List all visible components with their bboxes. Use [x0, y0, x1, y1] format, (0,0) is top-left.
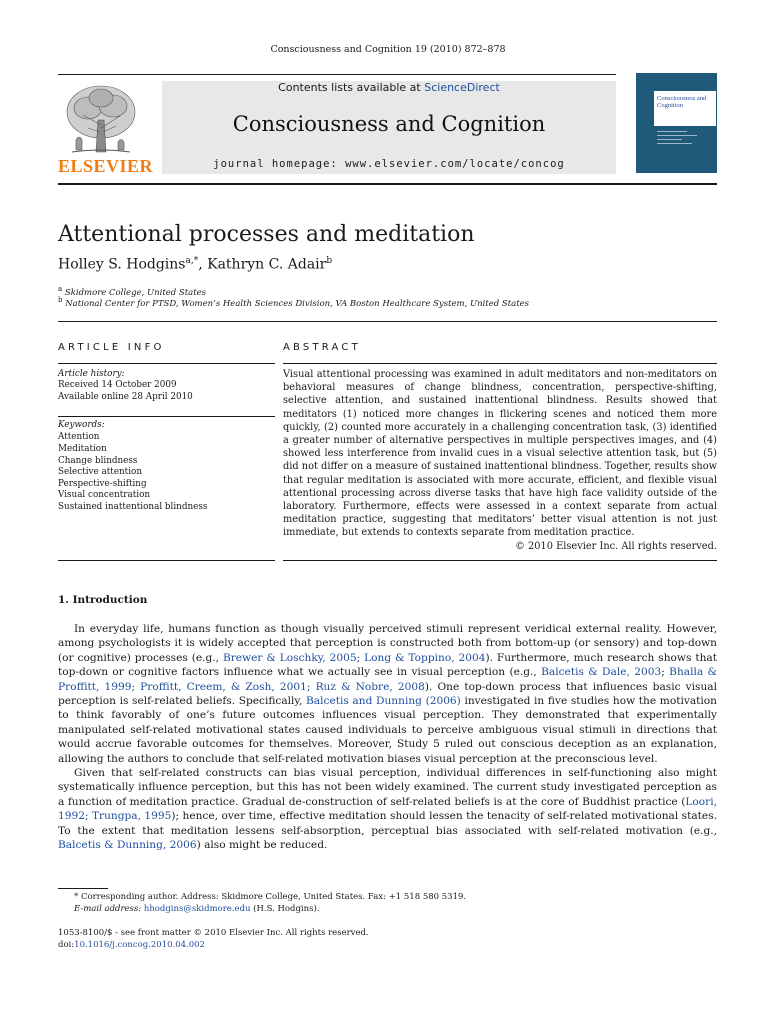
keyword-item: Change blindness	[58, 456, 138, 466]
section-heading-introduction: 1. Introduction	[58, 594, 148, 606]
citation-link[interactable]: Brewer & Loschky, 2005; Long & Toppino, 2004	[222, 651, 486, 664]
paragraph-text: ). One top-down process that influences basic visual perception is self-related beliefs. Specifically,	[58, 680, 717, 708]
affiliation	[58, 296, 529, 309]
journal-cover-image	[636, 73, 717, 173]
abstract-copyright: © 2010 Elsevier Inc. All rights reserved.	[515, 541, 717, 552]
author-name: Holley S. Hodgins	[58, 256, 186, 273]
received-date: Received 14 October 2009	[58, 380, 177, 390]
paragraph-text: ); hence, over time, effective meditation should lessen the tenacity of self-related motivational states. To the extent that meditation lessens self-absorption, perceptual bias associated with self-related motivation (e.g.,	[58, 810, 717, 837]
affiliation-text: Skidmore College, United States	[64, 287, 207, 298]
contents-prefix: Contents lists available at	[278, 81, 425, 94]
cover-text-line	[657, 143, 692, 144]
email-link[interactable]: hhodgins@skidmore.edu	[143, 904, 251, 914]
abstract-heading: ABSTRACT	[283, 342, 361, 353]
cover-text-line	[657, 139, 682, 140]
affiliation-mark: a	[58, 285, 63, 293]
issn-line: 1053-8100/$ - see front matter © 2010 Elsevier Inc. All rights reserved.	[58, 928, 369, 938]
masthead-box	[162, 81, 616, 174]
elsevier-wordmark: ELSEVIER	[58, 156, 154, 176]
front-matter-rule	[58, 321, 717, 322]
article-info-heading: ARTICLE INFO	[58, 342, 165, 353]
keyword-item: Perspective-shifting	[58, 479, 147, 489]
author-marks: b	[326, 256, 333, 266]
masthead-top-rule	[58, 74, 616, 75]
paragraph-text: Given that self-related constructs can bias visual perception, individual differences in self-functioning also might systematically influence perception, but this has not been widely examined. The current study investigated perception as a function of meditation practice. Gradual de-construction of self-related beliefs is at the core of Buddhist practice (	[58, 767, 717, 808]
keyword-item: Attention	[58, 432, 100, 442]
author-marks: a,*	[185, 256, 199, 266]
doi-link[interactable]: 10.1016/j.concog.2010.04.002	[74, 940, 205, 950]
cover-text-line	[657, 131, 687, 132]
paragraph-text: ) also might be reduced.	[196, 839, 328, 852]
corresponding-author-note	[58, 891, 466, 903]
running-head: Consciousness and Cognition 19 (2010) 872–878	[270, 44, 506, 55]
abstract-bottom-rule	[283, 560, 717, 561]
citation-link[interactable]: Balcetis & Dunning, 2006	[58, 839, 197, 852]
article-history-label: Article history:	[58, 369, 125, 379]
journal-name: Consciousness and Cognition	[232, 112, 546, 136]
masthead-bottom-rule	[58, 183, 717, 185]
intro-paragraph-2	[58, 766, 717, 852]
citation-link[interactable]: Bhalla & Proffitt, 1999; Proffitt, Creem, & Zosh, 2001; Ruz & Nobre, 2008	[58, 666, 717, 693]
journal-homepage[interactable]: journal homepage: www.elsevier.com/locate/concog	[213, 158, 565, 170]
article-info-bottom-rule	[58, 560, 275, 561]
article-info-divider	[58, 416, 275, 417]
sciencedirect-link[interactable]: ScienceDirect	[424, 81, 500, 94]
affiliation-text: National Center for PTSD, Women’s Health Sciences Division, VA Boston Healthcare System, United States	[65, 298, 530, 309]
paragraph-text: In everyday life, humans function as though visually perceived stimuli represent veridical external reality. However, among psychologists it is widely accepted that perception is constructed both from bottom-up (or sensory) and top-down (or cognitive) processes (e.g.,	[58, 623, 717, 664]
doi-line	[58, 939, 205, 951]
citation-link[interactable]: Balcetis and Dunning (2006)	[306, 695, 461, 708]
author-separator: ,	[198, 256, 208, 273]
keywords-label: Keywords:	[58, 420, 105, 430]
cover-text-line	[657, 135, 697, 136]
available-date: Available online 28 April 2010	[58, 392, 193, 402]
footnote-asterisk: *	[74, 892, 79, 902]
corresponding-author-text: Corresponding author. Address: Skidmore College, United States. Fax: +1 518 580 5319.	[80, 892, 467, 902]
citation-link[interactable]: Balcetis & Dale, 2003	[541, 666, 662, 679]
abstract-text: Visual attentional processing was examined in adult meditators and non-meditators on behavioral measures of change blindness, concentration, perspective-shifting, selective attention, and sustained inattentional blindness. Results showed that meditators (1) noticed more changes in flickering scenes and noticed them more quickly, (2) counted more accurately in a challenging concentration task, (3) identified a greater number of alternative perspectives in multiple perspectives images, and (4) showed less interference from invalid cues in a visual selective attention task, but (5) did not differ on a measure of sustained inattentional blindness. Together, results show that regular meditation is associated with more accurate, efficient, and flexible visual attentional processing across diverse tasks that have high face validity outside of the laboratory. Furthermore, effects were assessed in a context separate from actual meditation practice, suggesting that meditators’ better visual attention is not just immediate, but extends to contexts separate from meditation practice.	[283, 369, 717, 539]
email-suffix: (H.S. Hodgins).	[250, 904, 320, 914]
footnote-rule	[58, 888, 108, 889]
doi-label: doi:	[58, 940, 75, 950]
paragraph-text: investigated in five studies how the motivation to think favorably of one’s future outcomes influences visual perception. They demonstrated that experimentally manipulated self-related motivational states caused individuals to perceive ambiguous visual stimuli in directions that would accrue favorable outcomes for themselves. Moreover, Study 5 ruled out conscious deception as an explanation, allowing the authors to conclude that self-related motivation biases visual perception at the preconscious level.	[58, 695, 717, 765]
paragraph-text: ;	[661, 666, 670, 679]
keyword-item: Visual concentration	[58, 490, 151, 500]
email-note	[74, 903, 320, 915]
email-label: E-mail address:	[74, 904, 142, 914]
article-info-rule	[58, 363, 275, 364]
citation-link[interactable]: Loori, 1992; Trungpa, 1995	[58, 795, 717, 823]
keyword-item: Selective attention	[58, 467, 142, 477]
abstract-rule	[283, 363, 717, 364]
intro-paragraph-1	[58, 622, 717, 766]
contents-line	[162, 81, 616, 94]
author-line	[58, 256, 332, 273]
cover-title: Consciousness and Cognition	[657, 95, 707, 109]
keyword-item: Sustained inattentional blindness	[58, 502, 208, 512]
article-title: Attentional processes and meditation	[58, 222, 475, 247]
affiliation-mark: b	[58, 296, 63, 304]
author-name: Kathryn C. Adair	[207, 256, 327, 273]
keyword-item: Meditation	[58, 444, 107, 454]
paragraph-text: ). Furthermore, much research shows that top-down or cognitive factors influence what we actually see in visual perception (e.g.,	[58, 651, 717, 679]
